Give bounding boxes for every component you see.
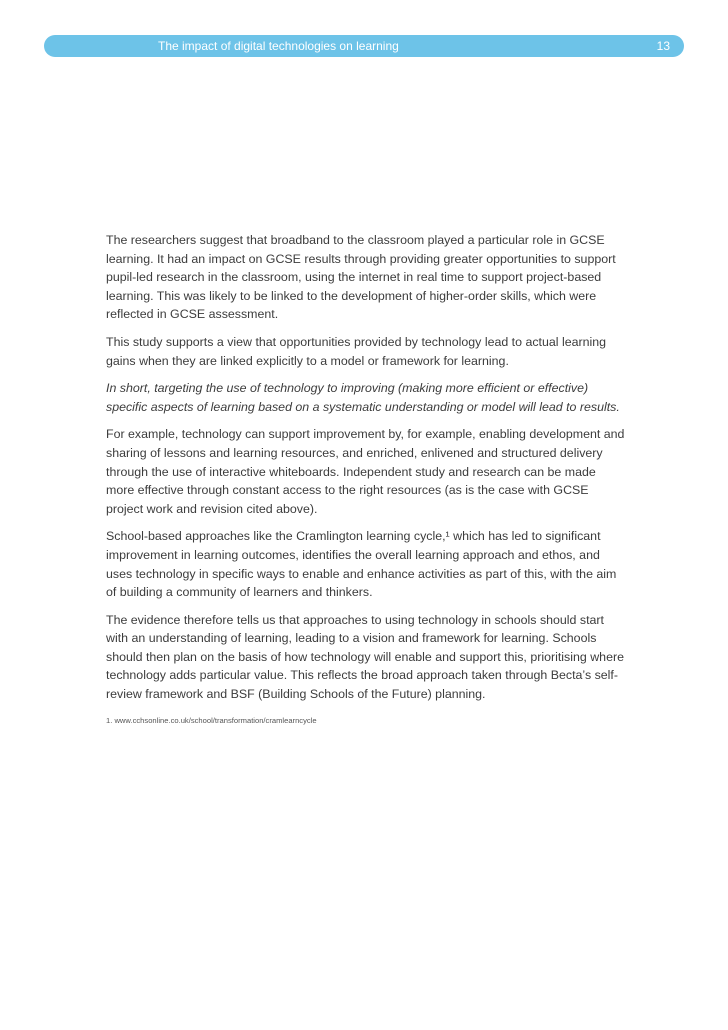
paragraph-study-support: This study supports a view that opportunities provided by technology lead to actual learning gains when they are linked explicitly to a model or framework for learning. <box>106 334 607 368</box>
paragraph-cramlington: School-based approaches like the Cramlington learning cycle,¹ which has led to significant improvement in learning outcomes, identifies the overall learning approach and ethos, and uses technology in specific ways to enable and enhance activities as part of this, with the aim of building a community of learners and thinkers. <box>106 529 617 600</box>
paragraph-for-example: For example, technology can support improvement by, for example, enabling development and sharing of lessons and learning resources, and enriched, enlivened and structured delivery through the use of interactive whiteboards. Independent study and research can be made more effective through constant access to the right resources (as is the case with GCSE project work and revision cited above). <box>106 427 625 516</box>
paragraph-broadband: The researchers suggest that broadband to the classroom played a particular role in GCSE learning. It had an impact on GCSE results through providing greater opportunities to support pupil-led research in the classroom, using the internet in real time to support project-based learning. This was likely to be linked to the development of higher-order skills, which were reflected in GCSE assessment. <box>106 233 616 322</box>
footnote: 1. www.cchsonline.co.uk/school/transformation/cramlearncycle <box>106 715 317 725</box>
page-number: 13 <box>656 39 670 53</box>
header-bar <box>44 35 684 57</box>
paragraph-evidence: The evidence therefore tells us that approaches to using technology in schools should start with an understanding of learning, leading to a vision and framework for learning. Schools should then plan on the basis of how technology will enable and support this, prioritising where technology adds particular value. This reflects the broad approach taken through Becta’s self-review framework and BSF (Building Schools of the Future) planning. <box>106 612 624 702</box>
body-text <box>106 231 626 735</box>
header-title: The impact of digital technologies on learning <box>158 39 399 53</box>
paragraph-in-short: In short, targeting the use of technology to improving (making more efficient or effective) specific aspects of learning based on a systematic understanding or model will lead to results. <box>106 381 620 414</box>
